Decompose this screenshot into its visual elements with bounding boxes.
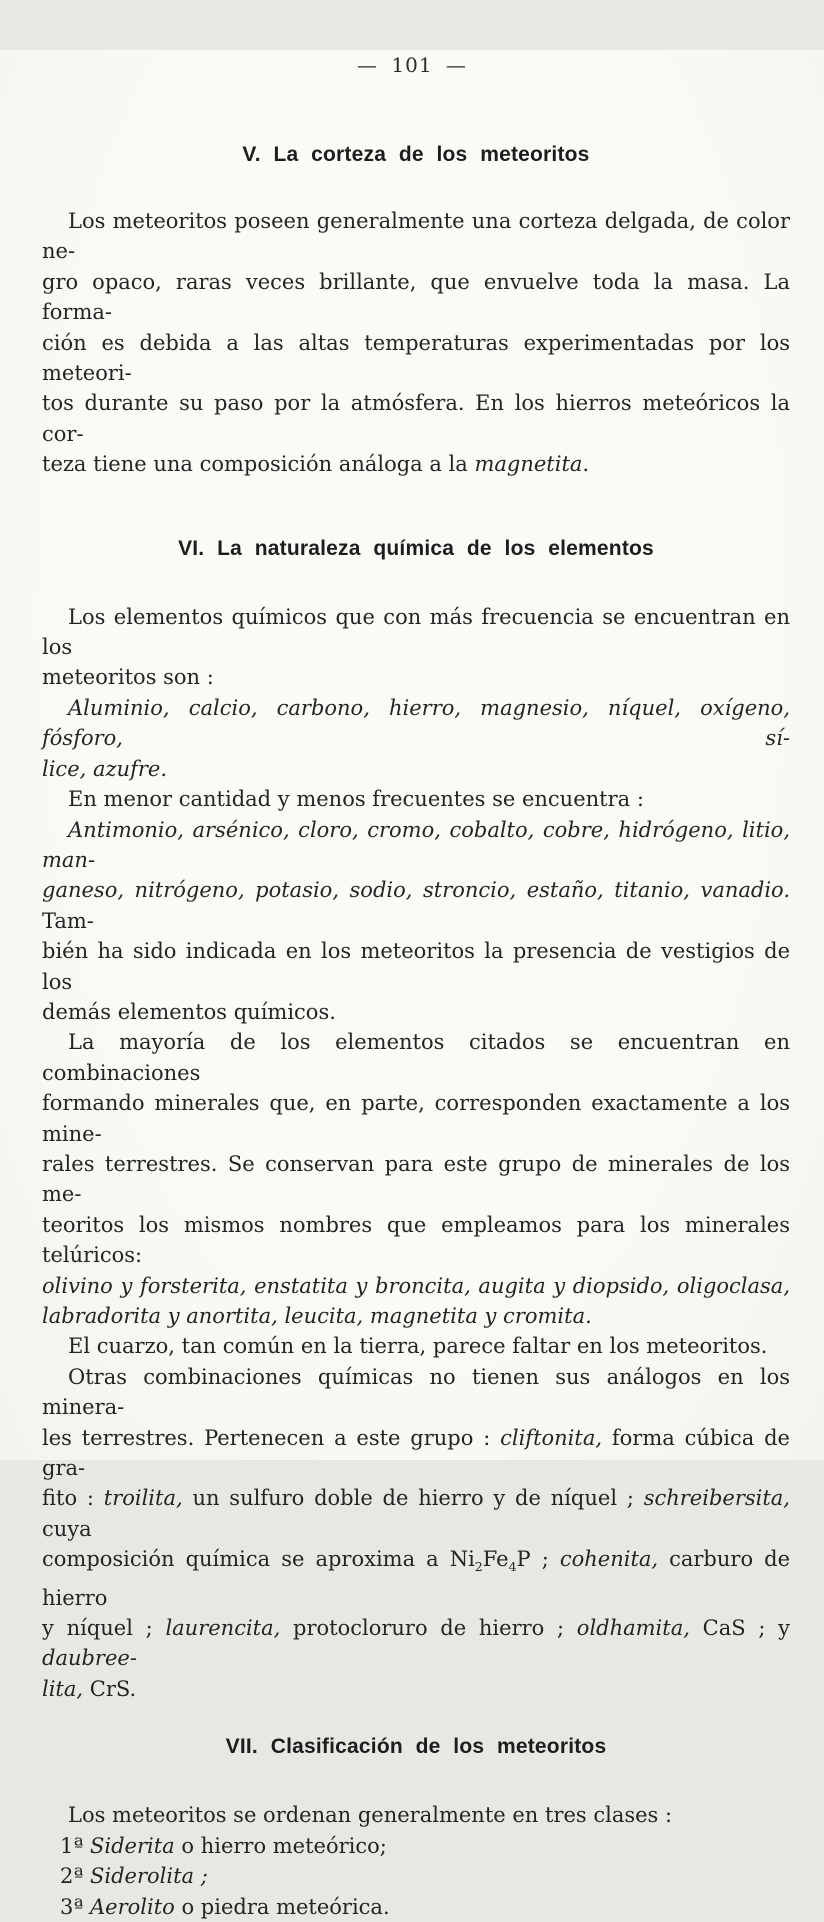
paragraph [42, 693, 790, 784]
text-run: Los meteoritos se ordenan generalmente en tres clases : [68, 1803, 673, 1828]
text-line [42, 1831, 790, 1861]
text-run: composición química se aproxima a Ni [42, 1547, 475, 1572]
text-run: protocloruro de hierro ; [280, 1616, 577, 1641]
text-line [42, 1088, 790, 1149]
section-heading: VII. Clasificación de los meteoritos [225, 1735, 607, 1759]
paragraph [42, 784, 790, 814]
text-run: rales terrestres. Se conservan para este grupo de minerales de los me- [42, 1151, 790, 1207]
text-line [42, 1674, 790, 1704]
text-run: 1ª [60, 1833, 91, 1858]
italic-run: Siderolita ; [90, 1864, 208, 1889]
text-run: Otras combinaciones químicas no tienen sus análogos en los minera- [42, 1364, 790, 1420]
text-line [42, 1362, 790, 1423]
text-run: formando minerales que, en parte, corresponden exactamente a los mine- [42, 1091, 790, 1146]
text-line [42, 1892, 790, 1922]
italic-run: Aerolito [90, 1894, 175, 1919]
paragraph [42, 1331, 790, 1361]
italic-run: magnetita [474, 452, 583, 477]
text-run: En menor cantidad y menos frecuentes se encuentra : [68, 787, 644, 812]
paragraph [42, 1800, 790, 1830]
text-line [42, 875, 790, 936]
text-line [42, 997, 790, 1027]
text-run: cuya [42, 1516, 92, 1541]
italic-run: cohenita, [559, 1547, 659, 1572]
text-run: o piedra meteórica. [174, 1894, 390, 1919]
page-number: — 101 — [357, 53, 467, 77]
italic-run: olivino y forsterita, enstatita y broncita, augita y diopsido, oligoclasa, [42, 1273, 790, 1298]
text-line [42, 1271, 790, 1301]
text-line [42, 754, 790, 784]
text-line [42, 1210, 790, 1271]
italic-run: lita, [42, 1676, 84, 1701]
italic-run: laurencita, [165, 1616, 281, 1641]
text-line [42, 1423, 790, 1484]
text-line [42, 1800, 790, 1830]
text-run: ción es debida a las altas temperaturas experimentadas por los meteori- [42, 330, 790, 386]
text-line [42, 602, 790, 663]
text-line [42, 1483, 790, 1544]
text-run: P ; [516, 1547, 560, 1572]
text-run: CrS. [83, 1676, 137, 1701]
italic-run: oldhamita, [576, 1616, 690, 1641]
text-line [42, 1149, 790, 1210]
text-run: 2ª [60, 1864, 91, 1889]
text-run: teoritos los mismos nombres que empleamos para los minerales telúricos: [42, 1212, 790, 1268]
text-line [42, 1544, 790, 1613]
text-run: teza tiene una composición análoga a la [42, 452, 475, 477]
italic-run: daubree- [42, 1646, 137, 1671]
text-run: CaS ; y [689, 1616, 790, 1641]
text-line [42, 815, 790, 876]
text-run: carburo de hierro [42, 1547, 790, 1610]
text-line [42, 936, 790, 997]
text-run: demás elementos químicos. [42, 999, 336, 1024]
italic-run: Aluminio, calcio, carbono, hierro, magnesio, níquel, oxígeno, fósforo, sí- [42, 695, 790, 751]
paragraph [42, 1027, 790, 1331]
text-run: les terrestres. Pertenecen a este grupo : [42, 1425, 501, 1450]
text-run: un sulfuro doble de hierro y de níquel ; [182, 1486, 644, 1511]
text-line [42, 662, 790, 692]
italic-run: cliftonita, [500, 1425, 603, 1450]
text-line [42, 1027, 790, 1088]
page-body [42, 142, 790, 1922]
section-heading: V. La corteza de los meteoritos [242, 143, 590, 166]
text-run: meteoritos son : [42, 665, 214, 690]
italic-run: ganeso, nitrógeno, potasio, sodio, stroncio, estaño, titanio, vanadio. [42, 878, 790, 903]
text-run: La mayoría de los elementos citados se encuentran en combinaciones [42, 1030, 790, 1085]
text-line [42, 1613, 790, 1674]
text-run: forma cúbica de gra- [42, 1425, 790, 1481]
text-run: tos durante su paso por la atmósfera. En los hierros meteóricos la cor- [42, 391, 790, 446]
paragraph [42, 602, 790, 693]
text-line [42, 206, 790, 267]
text-line [42, 784, 790, 814]
text-run: o hierro meteórico; [174, 1833, 387, 1858]
italic-run: labradorita y anortita, leucita, magnetita y cromita. [42, 1304, 592, 1328]
subscript-run: 4 [508, 1559, 517, 1575]
text-run: y níquel ; [42, 1616, 166, 1641]
italic-run: schreibersita, [643, 1486, 790, 1511]
text-run: 3ª [60, 1894, 91, 1919]
text-run: Los elementos químicos que con más frecuencia se encuentran en los [42, 604, 790, 660]
text-run: Fe [482, 1547, 509, 1572]
text-line [42, 449, 790, 479]
paragraph [42, 815, 790, 1028]
italic-run: lice, azufre. [42, 756, 167, 781]
text-line [42, 388, 790, 449]
text-run: Los meteoritos poseen generalmente una corteza delgada, de color ne- [42, 209, 790, 264]
subscript-run: 2 [474, 1559, 483, 1575]
paragraph [42, 1831, 790, 1922]
text-line [42, 1331, 790, 1361]
text-run: . [582, 452, 590, 477]
text-run: bién ha sido indicada en los meteoritos la presencia de vestigios de los [42, 939, 790, 994]
text-line [42, 1861, 790, 1891]
text-line [42, 1301, 790, 1331]
text-run: fito : [42, 1486, 104, 1511]
italic-run: troilita, [103, 1486, 183, 1511]
italic-run: Antimonio, arsénico, cloro, cromo, cobalto, cobre, hidrógeno, litio, man- [42, 817, 790, 872]
scanned-book-page [0, 50, 824, 1919]
text-line [42, 693, 790, 754]
text-line [42, 267, 790, 328]
text-run: Tam- [42, 908, 94, 933]
paragraph [42, 206, 790, 480]
text-run: El cuarzo, tan común en la tierra, parece faltar en los meteoritos. [68, 1334, 768, 1359]
italic-run: Siderita [90, 1833, 175, 1858]
paragraph [42, 1362, 790, 1704]
section-heading: VI. La naturaleza química de los elementos [178, 536, 654, 560]
text-run: gro opaco, raras veces brillante, que envuelve toda la masa. La forma- [42, 269, 790, 325]
text-line [42, 328, 790, 389]
